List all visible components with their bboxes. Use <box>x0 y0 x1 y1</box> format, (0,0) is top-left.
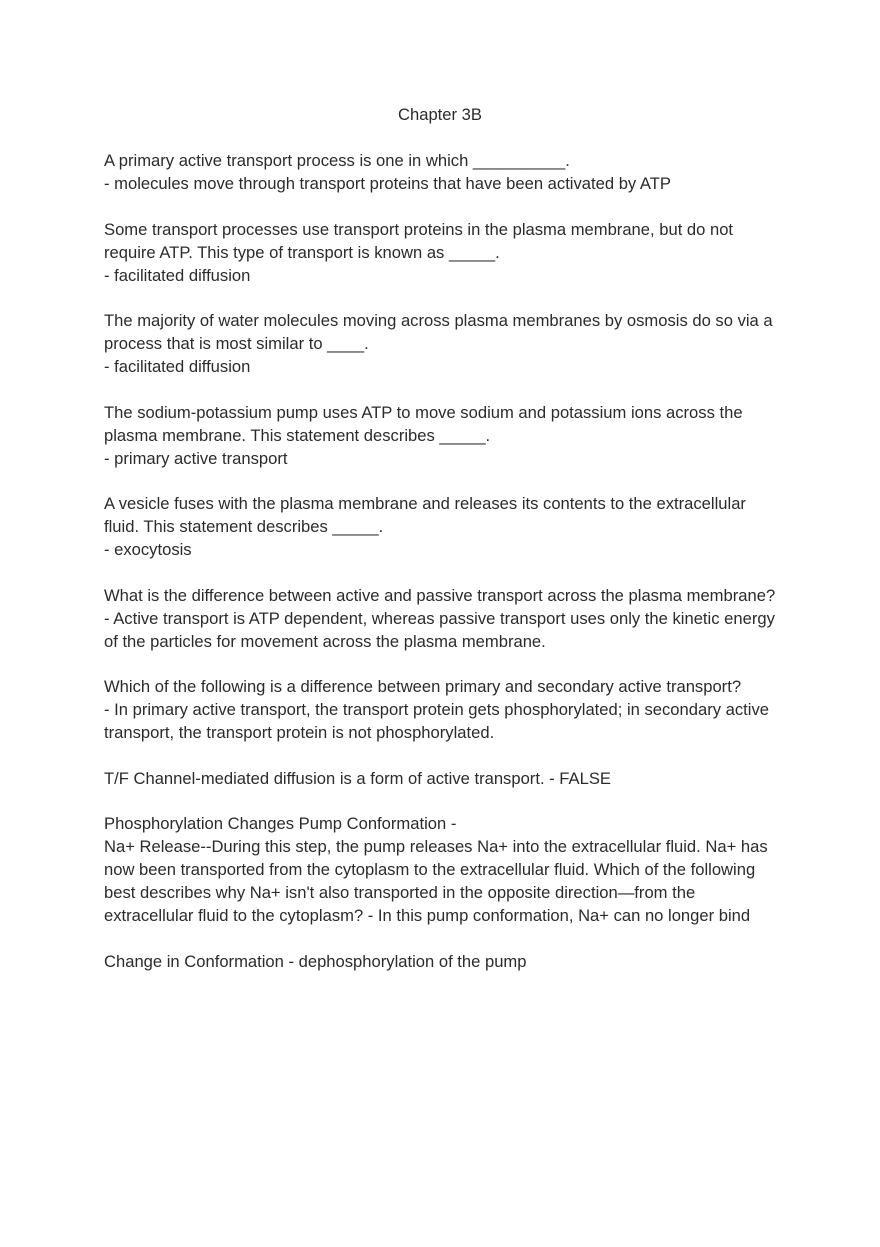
qa-list <box>104 149 784 995</box>
question-text: Change in Conformation - dephosphorylation of the pump <box>104 951 527 971</box>
answer-text: - molecules move through transport proteins that have been activated by ATP <box>104 174 671 193</box>
answer-text: - In primary active transport, the transport protein gets phosphorylated; in secondary active transport, the transport protein is not phosphorylated. <box>104 700 770 742</box>
question-text: Phosphorylation Changes Pump Conformation - <box>104 814 457 833</box>
question-text: T/F Channel-mediated diffusion is a form of active transport. - FALSE <box>104 768 611 788</box>
question-text: What is the difference between active and passive transport across the plasma membrane? <box>104 585 776 605</box>
qa-block <box>104 812 784 927</box>
answer-text: - exocytosis <box>104 540 192 559</box>
qa-block <box>104 767 784 790</box>
answer-text: - facilitated diffusion <box>104 357 251 376</box>
answer-text: - facilitated diffusion <box>104 265 251 285</box>
question-text: A vesicle fuses with the plasma membrane and releases its contents to the extracellular fluid. This statement describes _____. <box>104 494 746 536</box>
qa-block <box>104 584 784 653</box>
answer-text: Na+ Release--During this step, the pump releases Na+ into the extracellular fluid. Na+ has now been transported from the cytoplasm to the extracellular fluid. Which of the following best describes why Na+ isn't also transported in the opposite direction—from the extracellular fluid to the cytoplasm? - In this pump conformation, Na+ can no longer bind <box>104 837 768 925</box>
qa-block <box>104 218 784 287</box>
qa-block <box>104 401 784 470</box>
qa-block <box>104 309 784 378</box>
qa-block <box>104 149 784 195</box>
page-title: Chapter 3B <box>398 105 482 124</box>
question-text: Some transport processes use transport proteins in the plasma membrane, but do not require ATP. This type of transport is known as _____. <box>104 219 734 262</box>
answer-text: - Active transport is ATP dependent, whereas passive transport uses only the kinetic energy of the particles for movement across the plasma membrane. <box>104 608 775 651</box>
question-text: The majority of water molecules moving across plasma membranes by osmosis do so via a process that is most similar to ____. <box>104 311 773 353</box>
question-text: A primary active transport process is one in which __________. <box>104 151 570 170</box>
qa-block <box>104 675 784 744</box>
question-text: The sodium-potassium pump uses ATP to move sodium and potassium ions across the plasma membrane. This statement describes _____. <box>104 402 743 445</box>
qa-block <box>104 950 784 973</box>
answer-text: - primary active transport <box>104 448 288 468</box>
qa-block <box>104 492 784 561</box>
question-text: Which of the following is a difference between primary and secondary active transport? <box>104 677 742 696</box>
